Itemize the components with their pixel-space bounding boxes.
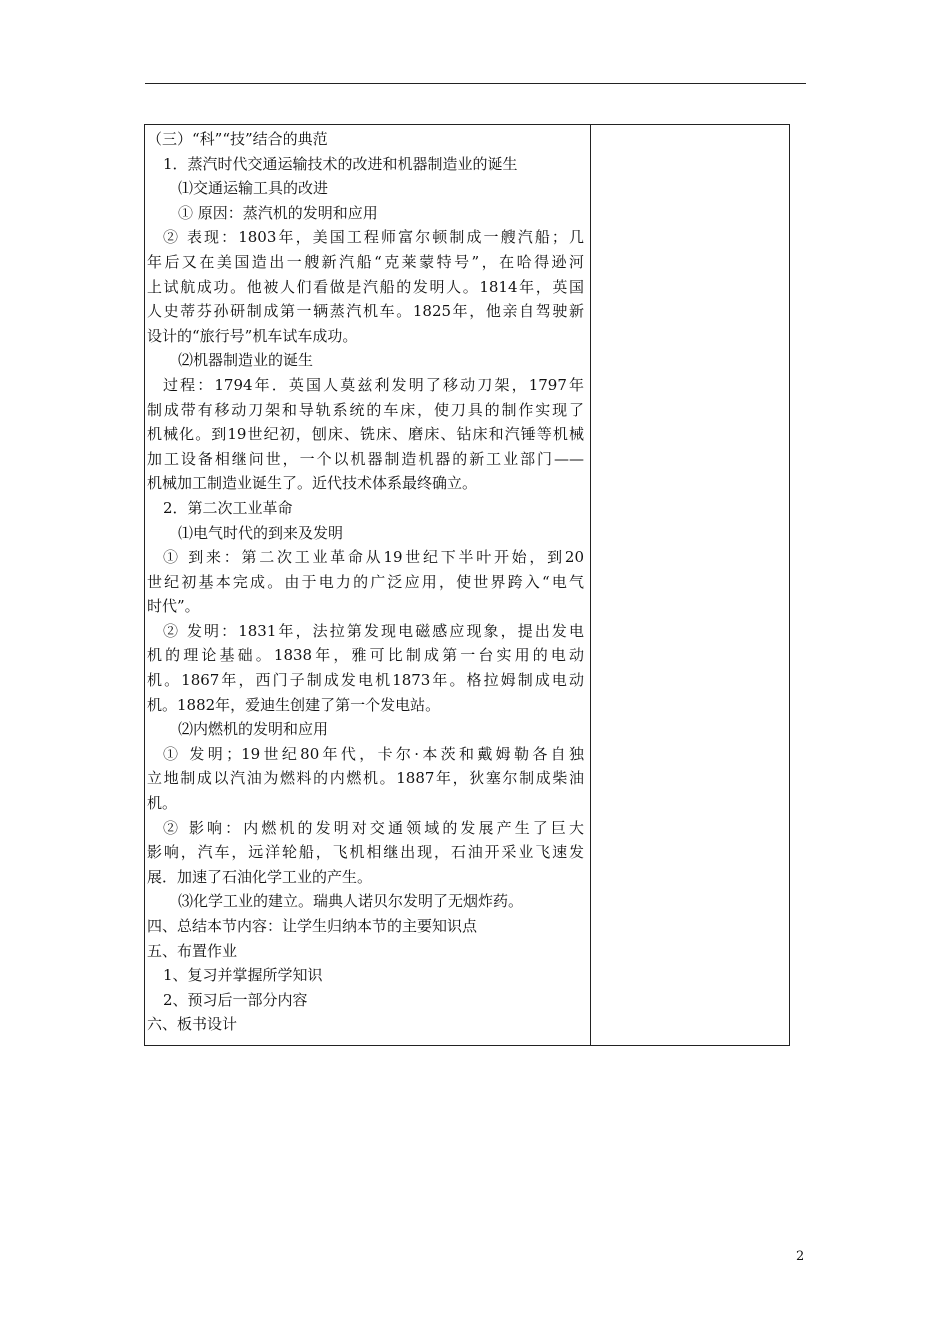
text-line: 机械加工制造业诞生了。近代技术体系最终确立。 [147,474,478,493]
text-line: ① 发明；19世纪80年代，卡尔·本茨和戴姆勒各自独 [163,744,584,763]
header-rule [145,83,806,84]
text-line: ⑴交通运输工具的改进 [178,179,329,198]
text-line: 2．第二次工业革命 [163,498,293,517]
text-line: 人史蒂芬孙研制成第一辆蒸汽机车。1825年，他亲自驾驶新 [147,302,584,321]
text-line: （三）“科”“技”结合的典范 [147,130,328,148]
text-line: 设计的“旅行号”机车试车成功。 [147,326,358,345]
text-line: 机。1867年，西门子制成发电机1873年。格拉姆制成电动 [147,671,584,690]
text-line: 六、板书设计 [147,1015,238,1034]
lesson-table [144,124,790,1046]
text-line: ② 影响：内燃机的发明对交通领域的发展产生了巨大 [163,818,584,837]
text-line: ① 到来：第二次工业革命从19世纪下半叶开始，到20 [163,548,584,567]
text-line: ② 表现：1803年，美国工程师富尔顿制成一艘汽船；几 [163,228,584,247]
text-line: 影响，汽车，远洋轮船，飞机相继出现，石油开采业飞速发 [147,843,584,862]
text-line: ⑵机器制造业的诞生 [178,351,314,370]
text-line: 机。1882年，爱迪生创建了第一个发电站。 [147,695,441,714]
text-line: 1．蒸汽时代交通运输技术的改进和机器制造业的诞生 [163,154,518,173]
text-line: 时代”。 [147,597,200,616]
text-line: 机的理论基础。1838年，雅可比制成第一台实用的电动 [147,646,584,665]
text-line: 年后又在美国造出一艘新汽船“克莱蒙特号”，在哈得逊河 [147,252,584,271]
text-line: 展．加速了石油化学工业的产生。 [147,867,373,886]
text-line: ⑵内燃机的发明和应用 [178,720,329,739]
page-number: 2 [796,1249,805,1264]
text-line: ② 发明：1831年，法拉第发现电磁感应现象，提出发电 [163,621,584,640]
text-line: 1、复习并掌握所学知识 [163,966,323,985]
text-line: 过程：1794年．英国人莫兹利发明了移动刀架，1797年 [163,375,584,394]
text-line: 机。 [147,794,178,813]
text-line: 世纪初基本完成。由于电力的广泛应用，使世界跨入“电气 [147,572,584,591]
text-line: 机械化。到19世纪初，刨床、铣床、磨床、钻床和汽锤等机械 [147,425,584,444]
text-line: ⑶化学工业的建立。瑞典人诺贝尔发明了无烟炸药。 [178,892,524,911]
text-line: ① 原因：蒸汽机的发明和应用 [178,203,378,222]
lesson-content-cell [145,125,590,1037]
text-line: 加工设备相继问世，一个以机器制造机器的新工业部门—— [147,449,584,468]
text-line: 制成带有移动刀架和导轨系统的车床，使刀具的制作实现了 [147,400,584,419]
text-line: 上试航成功。他被人们看做是汽船的发明人。1814年，英国 [147,277,584,296]
text-line: 2、预习后一部分内容 [163,990,308,1009]
text-line: 五、布置作业 [147,941,238,960]
text-line: 四、总结本节内容：让学生归纳本节的主要知识点 [147,917,478,935]
text-line: 立地制成以汽油为燃料的内燃机。1887年，狄塞尔制成柴油 [147,769,584,788]
notes-cell [591,125,789,1045]
text-line: ⑴电气时代的到来及发明 [178,523,344,542]
